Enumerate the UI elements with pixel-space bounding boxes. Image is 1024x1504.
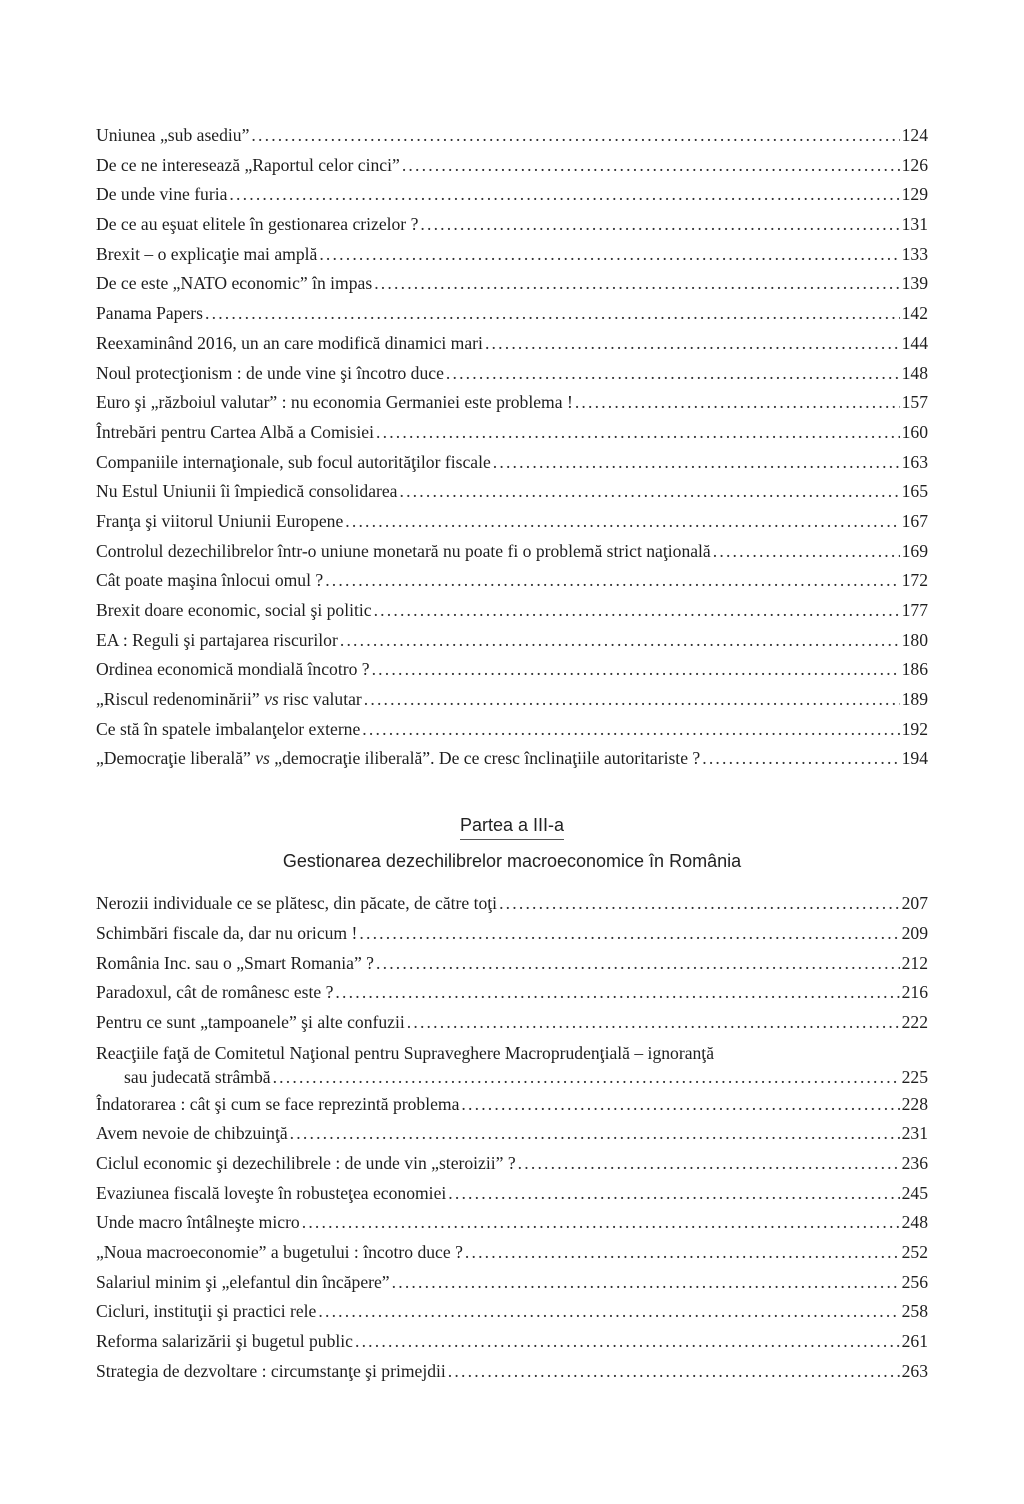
toc-entry[interactable] bbox=[96, 1149, 928, 1179]
toc-entry[interactable] bbox=[96, 1297, 928, 1327]
entry-title: De ce ne interesează „Raportul celor cinci” bbox=[96, 154, 400, 175]
toc-entry[interactable] bbox=[96, 685, 928, 715]
toc-entry[interactable] bbox=[96, 889, 928, 919]
dot-leader bbox=[374, 269, 899, 299]
entry-title: Nu Estul Uniunii îi împiedică consolidarea bbox=[96, 481, 398, 502]
toc-entry[interactable] bbox=[96, 1327, 928, 1357]
toc-entry[interactable] bbox=[96, 180, 928, 210]
dot-leader bbox=[302, 1208, 900, 1238]
entry-page-number: 160 bbox=[901, 421, 928, 442]
dot-leader bbox=[340, 626, 900, 656]
entry-title: Pentru ce sunt „tampoanele” şi alte confuzii bbox=[96, 1011, 405, 1032]
toc-entry[interactable] bbox=[96, 1208, 928, 1238]
entry-page-number: 261 bbox=[901, 1331, 928, 1352]
toc-entry[interactable] bbox=[96, 1090, 928, 1120]
toc-entry[interactable] bbox=[96, 121, 928, 151]
toc-entry[interactable] bbox=[96, 537, 928, 567]
entry-title: Brexit – o explicaţie mai amplă bbox=[96, 243, 318, 264]
entry-title: Ce stă în spatele imbalanţelor externe bbox=[96, 718, 361, 739]
entry-title: Noul protecţionism : de unde vine şi încotro duce bbox=[96, 362, 444, 383]
dot-leader bbox=[448, 1357, 900, 1387]
dot-leader bbox=[229, 180, 899, 210]
toc-entry[interactable] bbox=[96, 1238, 928, 1268]
dot-leader bbox=[392, 1268, 900, 1298]
entry-page-number: 245 bbox=[901, 1182, 928, 1203]
toc-entry[interactable] bbox=[96, 1357, 928, 1387]
dot-leader bbox=[318, 1297, 899, 1327]
dot-leader bbox=[461, 1090, 899, 1120]
entry-title: Unde macro întâlneşte micro bbox=[96, 1212, 300, 1233]
toc-section-part3 bbox=[96, 889, 928, 1386]
entry-title: Controlul dezechilibrelor într-o uniune monetară nu poate fi o problemă strict naţională bbox=[96, 540, 711, 561]
toc-entry[interactable] bbox=[96, 359, 928, 389]
toc-entry[interactable] bbox=[96, 507, 928, 537]
entry-title: Strategia de dezvoltare : circumstanţe şi primejdii bbox=[96, 1360, 446, 1381]
entry-title: Întrebări pentru Cartea Albă a Comisiei bbox=[96, 421, 374, 442]
toc-entry[interactable] bbox=[96, 477, 928, 507]
toc-entry[interactable] bbox=[96, 240, 928, 270]
entry-title: România Inc. sau o „Smart Romania” ? bbox=[96, 952, 374, 973]
dot-leader bbox=[399, 477, 899, 507]
entry-page-number: 126 bbox=[901, 154, 928, 175]
table-of-contents-page bbox=[96, 121, 928, 1386]
entry-title: „Noua macroeconomie” a bugetului : încotro duce ? bbox=[96, 1242, 463, 1262]
entry-page-number: 231 bbox=[901, 1123, 928, 1144]
entry-page-number: 169 bbox=[901, 540, 928, 561]
entry-title: „Riscul redenominării” vs risc valutar bbox=[96, 689, 362, 710]
dot-leader bbox=[448, 1179, 899, 1209]
entry-title: Evaziunea fiscală loveşte în robusteţea economiei bbox=[96, 1182, 447, 1203]
entry-title: De ce au eşuat elitele în gestionarea crizelor ? bbox=[96, 214, 419, 235]
entry-title: Companiile internaţionale, sub focul autorităţilor fiscale bbox=[96, 451, 491, 472]
entry-page-number: 225 bbox=[901, 1066, 928, 1087]
dot-leader bbox=[290, 1119, 900, 1149]
entry-title: Franţa şi viitorul Uniunii Europene bbox=[96, 510, 344, 531]
entry-title: Cât poate maşina înlocui omul ? bbox=[96, 570, 324, 591]
toc-entry[interactable] bbox=[96, 448, 928, 478]
dot-leader bbox=[407, 1008, 900, 1038]
entry-title: De ce este „NATO economic” în impas bbox=[96, 273, 373, 294]
entry-title: Avem nevoie de chibzuinţă bbox=[96, 1123, 288, 1144]
entry-title: EA : Reguli şi partajarea riscurilor bbox=[96, 629, 338, 650]
entry-page-number: 209 bbox=[901, 922, 928, 943]
entry-page-number: 263 bbox=[901, 1360, 928, 1381]
entry-page-number: 248 bbox=[901, 1212, 928, 1233]
toc-entry[interactable] bbox=[96, 1268, 928, 1298]
entry-title: Salariul minim şi „elefantul din încăpere” bbox=[96, 1271, 390, 1292]
dot-leader bbox=[420, 210, 899, 240]
part-heading bbox=[96, 774, 928, 873]
entry-page-number: 167 bbox=[901, 510, 928, 531]
toc-entry[interactable] bbox=[96, 329, 928, 359]
entry-page-number: 139 bbox=[901, 273, 928, 294]
entry-title: Reexaminând 2016, un an care modifică dinamici mari bbox=[96, 332, 483, 353]
dot-leader bbox=[335, 978, 899, 1008]
dot-leader bbox=[345, 507, 899, 537]
entry-page-number: 177 bbox=[901, 600, 928, 620]
entry-title: Nerozii individuale ce se plătesc, din păcate, de către toţi bbox=[96, 893, 498, 914]
entry-title: „Democraţie liberală” vs „democraţie iliberală”. De ce cresc înclinaţiile autoritariste ? bbox=[96, 748, 701, 769]
entry-page-number: 142 bbox=[901, 303, 928, 324]
entry-page-number: 172 bbox=[901, 570, 928, 591]
toc-entry[interactable] bbox=[96, 269, 928, 299]
entry-page-number: 194 bbox=[901, 748, 928, 769]
dot-leader bbox=[493, 448, 900, 478]
toc-section-part2 bbox=[96, 121, 928, 774]
dot-leader bbox=[575, 388, 900, 418]
toc-entry[interactable] bbox=[96, 151, 928, 181]
entry-page-number: 133 bbox=[901, 243, 928, 264]
entry-page-number: 144 bbox=[901, 332, 928, 353]
dot-leader bbox=[205, 299, 900, 329]
dot-leader bbox=[364, 685, 900, 715]
dot-leader bbox=[446, 359, 900, 389]
toc-entry[interactable] bbox=[96, 1119, 928, 1149]
dot-leader bbox=[355, 1327, 900, 1357]
entry-page-number: 252 bbox=[901, 1242, 928, 1262]
entry-title: Îndatorarea : cât şi cum se face reprezintă problema bbox=[96, 1093, 460, 1114]
entry-title: Paradoxul, cât de românesc este ? bbox=[96, 982, 334, 1003]
toc-entry[interactable] bbox=[96, 566, 928, 596]
entry-title: Cicluri, instituţii şi practici rele bbox=[96, 1301, 317, 1322]
dot-leader bbox=[359, 919, 899, 949]
entry-title-line2: sau judecată strâmbă bbox=[124, 1066, 271, 1087]
entry-title: Brexit doare economic, social şi politic bbox=[96, 600, 372, 620]
entry-title-line2-row bbox=[96, 1064, 928, 1090]
toc-entry[interactable] bbox=[96, 949, 928, 979]
dot-leader bbox=[372, 655, 900, 685]
entry-title: De unde vine furia bbox=[96, 184, 228, 205]
dot-leader bbox=[702, 744, 899, 774]
entry-page-number: 192 bbox=[901, 718, 928, 739]
toc-entry[interactable] bbox=[96, 299, 928, 329]
entry-page-number: 186 bbox=[901, 659, 928, 680]
toc-entry[interactable] bbox=[96, 978, 928, 1008]
entry-page-number: 131 bbox=[901, 214, 928, 235]
dot-leader bbox=[376, 418, 900, 448]
toc-entry[interactable] bbox=[96, 596, 928, 626]
dot-leader bbox=[362, 715, 899, 745]
entry-title: Euro şi „războiul valutar” : nu economia Germaniei este problema ! bbox=[96, 392, 573, 413]
part-title: Gestionarea dezechilibrelor macroeconomice în România bbox=[282, 851, 742, 872]
entry-title: Panama Papers bbox=[96, 303, 203, 324]
dot-leader bbox=[251, 121, 899, 151]
dot-leader bbox=[273, 1064, 900, 1090]
entry-page-number: 207 bbox=[901, 893, 928, 914]
dot-leader bbox=[402, 151, 900, 181]
entry-page-number: 236 bbox=[901, 1152, 928, 1173]
toc-entry[interactable] bbox=[96, 1008, 928, 1038]
dot-leader bbox=[499, 889, 900, 919]
dot-leader bbox=[485, 329, 900, 359]
entry-title: Ciclul economic şi dezechilibrele : de unde vin „steroizii” ? bbox=[96, 1152, 516, 1173]
entry-page-number: 124 bbox=[901, 125, 928, 145]
entry-page-number: 129 bbox=[901, 184, 928, 205]
entry-page-number: 157 bbox=[901, 392, 928, 413]
toc-entry[interactable] bbox=[96, 1179, 928, 1209]
entry-title: Ordinea economică mondială încotro ? bbox=[96, 659, 370, 680]
entry-page-number: 165 bbox=[901, 481, 928, 502]
toc-entry[interactable] bbox=[96, 744, 928, 774]
toc-entry[interactable] bbox=[96, 210, 928, 240]
entry-page-number: 228 bbox=[901, 1093, 928, 1114]
entry-page-number: 148 bbox=[901, 362, 928, 383]
dot-leader bbox=[325, 566, 899, 596]
entry-page-number: 212 bbox=[901, 952, 928, 973]
entry-page-number: 258 bbox=[901, 1301, 928, 1322]
toc-entry[interactable] bbox=[96, 715, 928, 745]
dot-leader bbox=[518, 1149, 900, 1179]
entry-page-number: 222 bbox=[901, 1011, 928, 1032]
toc-entry[interactable] bbox=[96, 655, 928, 685]
entry-page-number: 180 bbox=[901, 629, 928, 650]
toc-entry[interactable] bbox=[96, 1038, 928, 1090]
toc-entry[interactable] bbox=[96, 919, 928, 949]
entry-title: Uniunea „sub asediu” bbox=[96, 125, 250, 145]
entry-title: Reforma salarizării şi bugetul public bbox=[96, 1331, 353, 1352]
entry-title: Schimbări fiscale da, dar nu oricum ! bbox=[96, 922, 358, 943]
dot-leader bbox=[319, 240, 899, 270]
toc-entry[interactable] bbox=[96, 388, 928, 418]
dot-leader bbox=[713, 537, 900, 567]
entry-title-line1: Reacţiile faţă de Comitetul Naţional pentru Supraveghere Macroprudenţială – ignoranţă bbox=[96, 1042, 714, 1063]
dot-leader bbox=[465, 1238, 900, 1268]
entry-page-number: 216 bbox=[901, 982, 928, 1003]
toc-entry[interactable] bbox=[96, 626, 928, 656]
dot-leader bbox=[376, 949, 900, 979]
toc-entry[interactable] bbox=[96, 418, 928, 448]
entry-page-number: 189 bbox=[901, 689, 928, 710]
dot-leader bbox=[374, 596, 900, 626]
entry-page-number: 256 bbox=[901, 1271, 928, 1292]
part-label: Partea a III-a bbox=[460, 814, 564, 840]
entry-page-number: 163 bbox=[901, 451, 928, 472]
